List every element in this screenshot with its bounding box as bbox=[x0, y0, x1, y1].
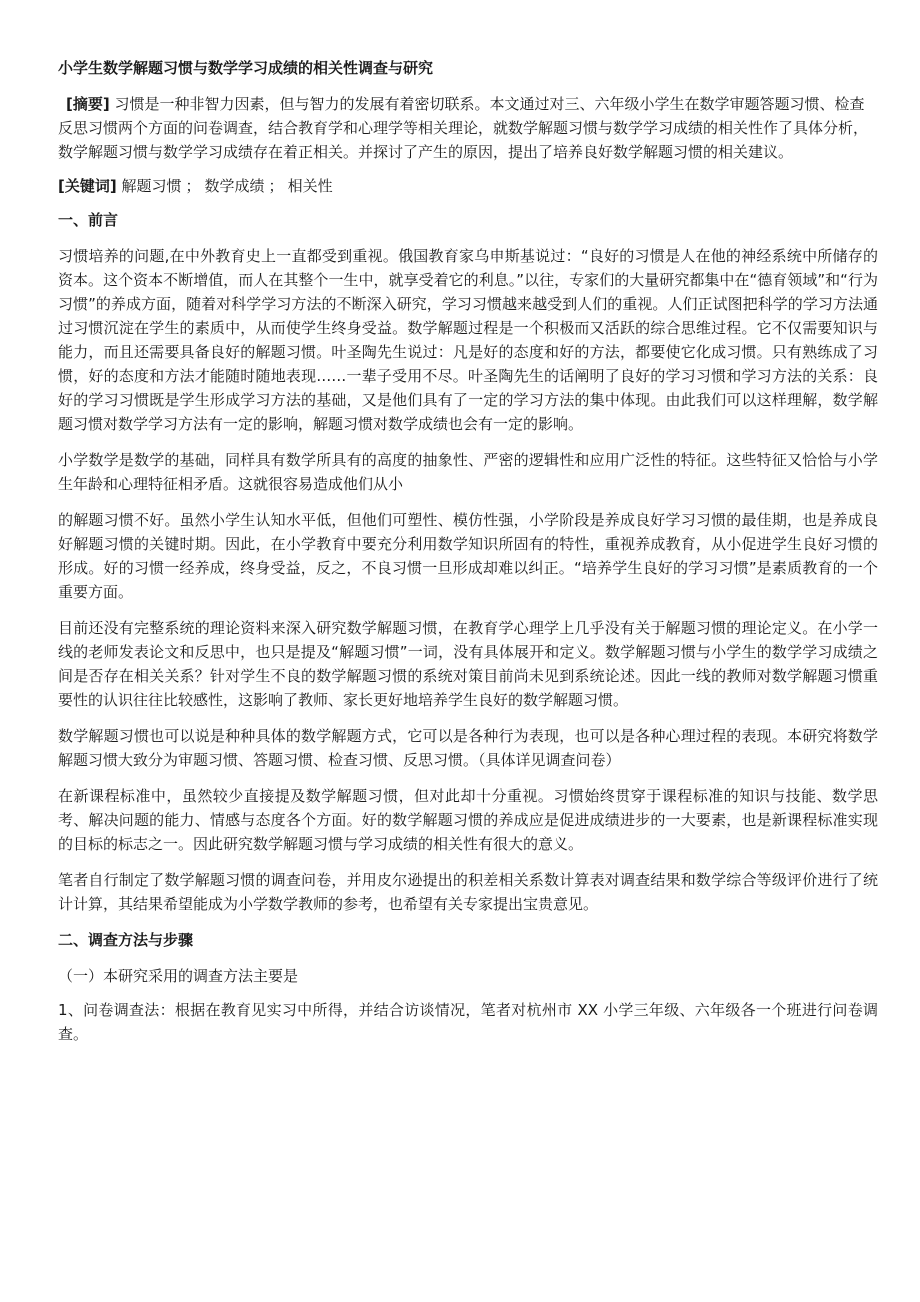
abstract-paragraph bbox=[58, 92, 878, 164]
subheading-methods: （一）本研究采用的调查方法主要是 bbox=[58, 967, 299, 985]
abstract-text: 习惯是一种非智力因素，但与智力的发展有着密切联系。本文通过对三、六年级小学生在数学审题答题习惯、检查反思习惯两个方面的问卷调查，结合教育学和心理学等相关理论，就数学解题习惯与数学学习成绩的相关性作了具体分析，数学解题习惯与数学学习成绩存在着正相关。并探讨了产生的原因，提出了培养良好数学解题习惯的相关建议。 bbox=[58, 95, 869, 161]
keyword-item: 相关性 bbox=[287, 177, 333, 195]
section-heading-introduction: 一、前言 bbox=[58, 211, 119, 229]
paragraph: 在新课程标准中，虽然较少直接提及数学解题习惯，但对此却十分重视。习惯始终贯穿于课程标准的知识与技能、数学思考、解决问题的能力、情感与态度各个方面。好的数学解题习惯的养成应是促进成绩进步的一大要素，也是新课程标准实现的目标的标志之一。因此研究数学解题习惯与学习成绩的相关性有很大的意义。 bbox=[58, 787, 878, 853]
paragraph: 目前还没有完整系统的理论资料来深入研究数学解题习惯，在教育学心理学上几乎没有关于解题习惯的理论定义。在小学一线的老师发表论文和反思中，也只是提及“解题习惯”一词，没有具体展开和定义。数学解题习惯与小学生的数学学习成绩之间是否存在相关关系？针对学生不良的数学解题习惯的系统对策目前尚未见到系统论述。因此一线的教师对数学解题习惯重要性的认识往往比较感性，这影响了教师、家长更好地培养学生良好的数学解题习惯。 bbox=[58, 619, 878, 709]
keyword-separator: ； bbox=[185, 177, 201, 195]
paragraph: 笔者自行制定了数学解题习惯的调查问卷，并用皮尔逊提出的积差相关系数计算表对调查结果和数学综合等级评价进行了统计计算，其结果希望能成为小学数学教师的参考，也希望有关专家提出宝贵意见。 bbox=[58, 871, 878, 913]
keywords-line bbox=[58, 174, 878, 198]
paragraph: 习惯培养的问题,在中外教育史上一直都受到重视。俄国教育家乌申斯基说过：“良好的习惯是人在他的神经系统中所储存的资本。这个资本不断增值，而人在其整个一生中，就享受着它的利息。”以往，专家们的大量研究都集中在“德育领域”和“行为习惯”的养成方面，随着对科学学习方法的不断深入研究，学习习惯越来越受到人们的重视。人们正试图把科学的学习方法通过习惯沉淀在学生的素质中，从而使学生终身受益。数学解题过程是一个积极而又活跃的综合思维过程。它不仅需要知识与能力，而且还需要具备良好的解题习惯。叶圣陶先生说过：凡是好的态度和好的方法，都要使它化成习惯。只有熟练成了习惯，好的态度和方法才能随时随地表现……一辈子受用不尽。叶圣陶先生的话阐明了良好的学习习惯和学习方法的关系：良好的学习习惯既是学生形成学习方法的基础，又是他们具有了一定的学习方法的集中体现。由此我们可以这样理解，数学解题习惯对数学学习方法有一定的影响，解题习惯对数学成绩也会有一定的影响。 bbox=[58, 247, 878, 433]
keywords-label: [关键词] bbox=[58, 177, 117, 195]
document-body bbox=[58, 56, 878, 1058]
keyword-separator: ； bbox=[268, 177, 284, 195]
document-title: 小学生数学解题习惯与数学学习成绩的相关性调查与研究 bbox=[58, 59, 434, 77]
section-heading-methods: 二、调查方法与步骤 bbox=[58, 931, 194, 949]
paragraph: 的解题习惯不好。虽然小学生认知水平低，但他们可塑性、模仿性强，小学阶段是养成良好学习习惯的最佳期，也是养成良好解题习惯的关键时期。因此，在小学教育中要充分利用数学知识所固有的特性，重视养成教育，从小促进学生良好习惯的形成。好的习惯一经养成，终身受益，反之，不良习惯一旦形成却难以纠正。“培养学生良好的学习习惯”是素质教育的一个重要方面。 bbox=[58, 511, 878, 601]
keyword-item: 解题习惯 bbox=[121, 177, 182, 195]
list-item: 1、问卷调查法：根据在教育见实习中所得，并结合访谈情况，笔者对杭州市 XX 小学三年级、六年级各一个班进行问卷调查。 bbox=[58, 1001, 878, 1043]
paragraph: 数学解题习惯也可以说是种种具体的数学解题方式，它可以是各种行为表现，也可以是各种心理过程的表现。本研究将数学解题习惯大致分为审题习惯、答题习惯、检查习惯、反思习惯。（具体详见调查问卷） bbox=[58, 727, 878, 769]
keyword-item: 数学成绩 bbox=[204, 177, 265, 195]
paragraph: 小学数学是数学的基础，同样具有数学所具有的高度的抽象性、严密的逻辑性和应用广泛性的特征。这些特征又恰恰与小学生年龄和心理特征相矛盾。这就很容易造成他们从小 bbox=[58, 451, 878, 493]
abstract-label: [摘要] bbox=[66, 95, 110, 113]
